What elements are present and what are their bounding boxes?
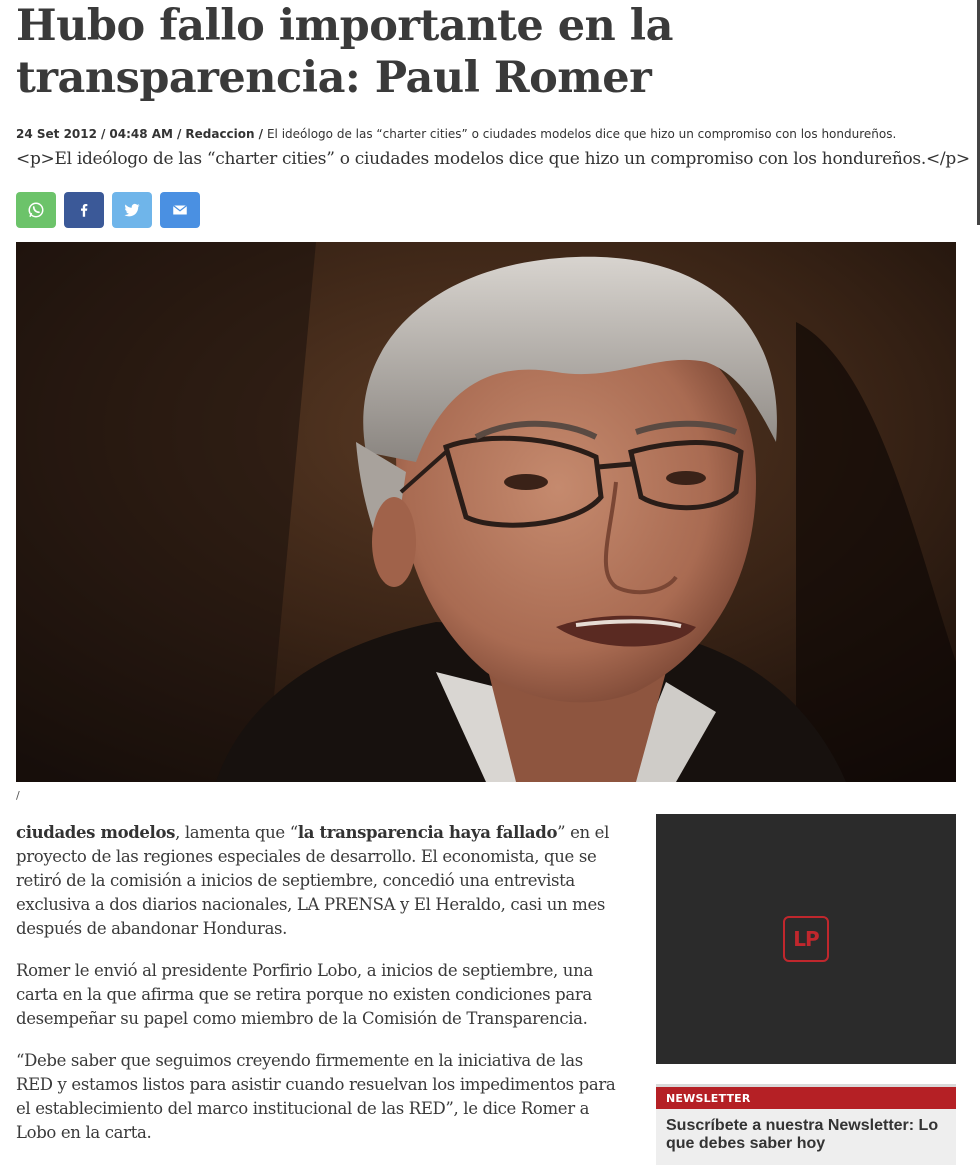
twitter-icon <box>123 201 141 219</box>
article-lede: <p>El ideólogo de las “charter cities” o ciudades modelos dice que hizo un compromiso con los hondureños.</p> <box>16 149 970 169</box>
newsletter-label: NEWSLETTER <box>666 1091 751 1105</box>
share-twitter-button[interactable] <box>112 192 152 228</box>
newsletter-title[interactable]: Suscríbete a nuestra Newsletter: Lo que debes saber hoy <box>666 1117 939 1152</box>
lp-logo: LP <box>783 916 829 962</box>
paragraph: “Debe saber que seguimos creyendo firmemente en la iniciativa de las RED y estamos listos para asistir cuando resuelvan los impedimentos para el establecimiento del marco institucional de las RED”, le dice Romer a Lobo en la carta. <box>16 1051 616 1142</box>
newsletter-widget[interactable] <box>656 1084 956 1165</box>
share-whatsapp-button[interactable] <box>16 192 56 228</box>
article-body <box>16 821 616 1163</box>
article-meta: 24 Set 2012 / 04:48 AM / Redaccion / El ideólogo de las “charter cities” o ciudades modelos dice que hizo un compromiso con los hondureños. <box>16 127 897 141</box>
meta-summary: El ideólogo de las “charter cities” o ciudades modelos dice que hizo un compromiso con los hondureños. <box>266 127 897 141</box>
facebook-icon <box>75 201 93 219</box>
paragraph: Romer le envió al presidente Porfirio Lobo, a inicios de septiembre, una carta en la que afirma que se retira porque no existen condiciones para desempeñar su papel como miembro de la Comisión de Transparencia. <box>16 961 593 1028</box>
image-caption: / <box>16 789 20 802</box>
publish-date: 24 Set 2012 <box>16 127 97 141</box>
ad-banner[interactable] <box>656 814 956 1064</box>
author-name[interactable]: Redaccion <box>185 127 255 141</box>
paragraph: ciudades modelos, lamenta que “la transparencia haya fallado” en el proyecto de las regiones especiales de desarrollo. El economista, que se retiró de la comisión a inicios de septiembre, concedió una entrevista exclusiva a dos diarios nacionales, LA PRENSA y El Heraldo, casi un mes después de abandonar Honduras. <box>16 823 610 938</box>
email-icon <box>171 201 189 219</box>
publish-time: 04:48 AM <box>109 127 173 141</box>
share-bar <box>16 192 200 228</box>
article-photo <box>16 242 956 782</box>
whatsapp-icon <box>27 201 45 219</box>
share-email-button[interactable] <box>160 192 200 228</box>
page-title: Hubo fallo importante en la transparencia: Paul Romer <box>16 1 673 103</box>
newsletter-header <box>656 1087 956 1109</box>
share-facebook-button[interactable] <box>64 192 104 228</box>
portrait-image <box>16 242 956 782</box>
